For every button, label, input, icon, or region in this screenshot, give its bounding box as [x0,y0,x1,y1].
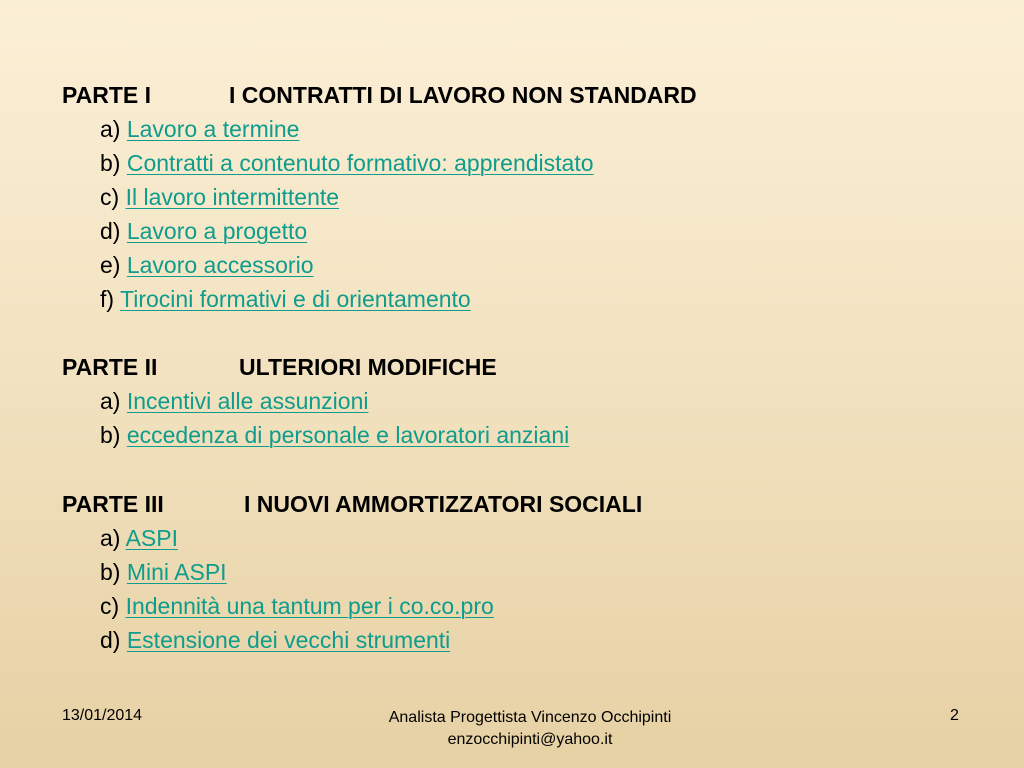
list-item [62,555,494,589]
item-prefix: d) [100,218,127,244]
list-item [62,521,494,555]
item-prefix: b) [100,422,127,448]
part-label: PARTE III [62,491,164,517]
link-aspi[interactable]: ASPI [125,525,178,551]
part-title: I NUOVI AMMORTIZZATORI SOCIALI [244,491,643,517]
item-prefix: b) [100,150,127,176]
list-item [62,418,569,452]
page-number: 2 [950,707,959,724]
item-prefix: c) [100,184,126,210]
part-label: PARTE I [62,82,152,108]
link-lavoro-accessorio[interactable]: Lavoro accessorio [126,252,314,278]
link-tirocini[interactable]: Tirocini formativi e di orientamento [120,286,471,312]
link-lavoro-a-progetto[interactable]: Lavoro a progetto [126,218,308,244]
part-label: PARTE II [62,354,158,380]
section-header [62,487,643,521]
link-mini-aspi[interactable]: Mini ASPI [126,559,227,585]
link-apprendistato[interactable]: Contratti a contenuto formativo: apprendistato [126,150,594,176]
link-incentivi-assunzioni[interactable]: Incentivi alle assunzioni [126,388,369,414]
list-item [62,180,594,214]
section-parte-2 [62,350,569,452]
section-header [62,78,697,112]
section-header [62,350,569,384]
link-estensione-strumenti[interactable]: Estensione dei vecchi strumenti [126,627,451,653]
item-prefix: a) [100,116,127,142]
item-prefix: f) [100,286,121,312]
footer-author-name: Analista Progettista Vincenzo Occhipinti [388,709,672,726]
part-title: I CONTRATTI DI LAVORO NON STANDARD [229,82,697,108]
link-lavoro-intermittente[interactable]: Il lavoro intermittente [125,184,340,210]
footer-date: 13/01/2014 [62,707,143,724]
item-prefix: d) [100,627,127,653]
link-lavoro-a-termine[interactable]: Lavoro a termine [126,116,300,142]
list-item [62,214,594,248]
part-title: ULTERIORI MODIFICHE [239,354,497,380]
item-prefix: e) [100,252,127,278]
item-prefix: a) [100,388,127,414]
footer-author-email: enzocchipinti@yahoo.it [447,731,613,748]
section-parte-3 [62,487,643,657]
item-prefix: a) [100,525,126,551]
list-item [62,146,594,180]
list-item [62,248,594,282]
list-item [62,112,594,146]
footer-author [330,707,730,751]
list-item [62,623,494,657]
section-parte-1 [62,78,697,316]
link-eccedenza-personale[interactable]: eccedenza di personale e lavoratori anziani [126,422,570,448]
list-item [62,589,494,623]
item-prefix: c) [100,593,126,619]
list-item [62,384,569,418]
list-item [62,282,594,316]
link-indennita-una-tantum[interactable]: Indennità una tantum per i co.co.pro [125,593,494,619]
item-prefix: b) [100,559,127,585]
